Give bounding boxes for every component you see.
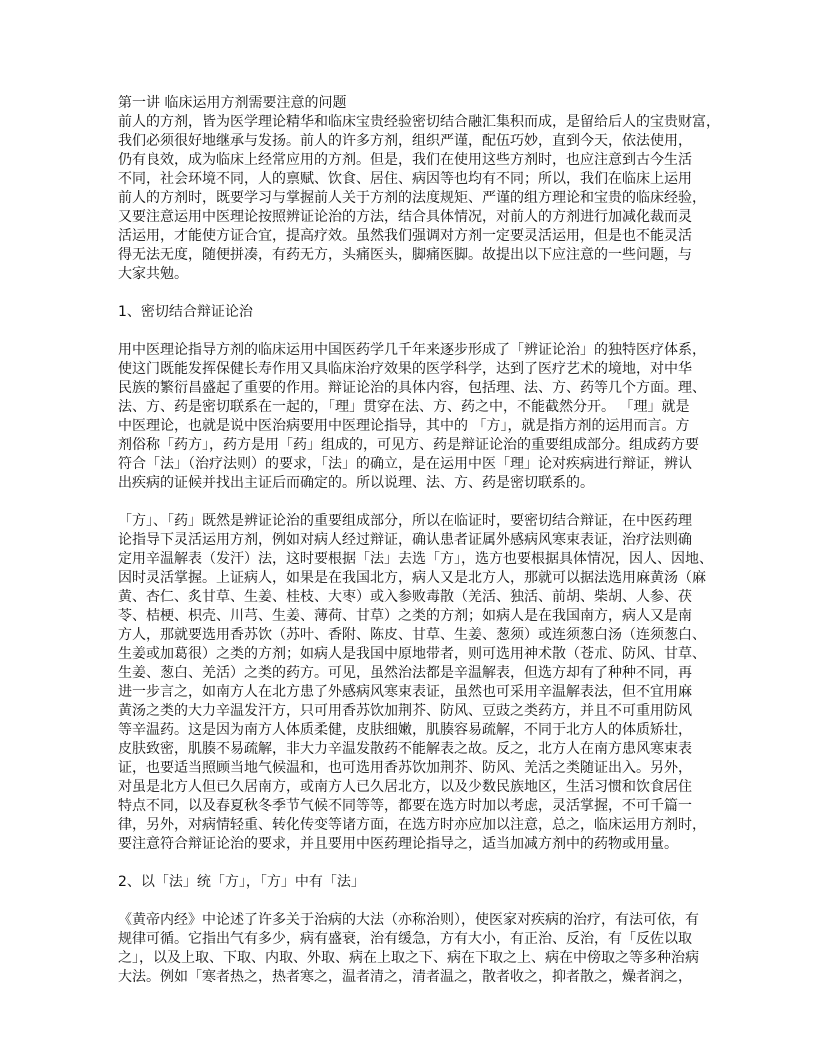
text-line: 黄汤之类的大力辛温发汗方，只可用香苏饮加荆芥、防风、豆豉之类药方，并且不可重用防风	[118, 703, 692, 719]
text-line: 仍有良效，成为临床上经常应用的方剂。但是，我们在使用这些方剂时，也应注意到古今生活	[118, 152, 692, 168]
section-1-paragraph-1	[118, 341, 718, 493]
text-line: 皮肤致密，肌腠不易疏解，非大力辛温发散药不能解表之故。反之，北方人在南方患风寒束表	[118, 741, 692, 757]
text-line: 因时灵活掌握。上证病人，如果是在我国北方，病人又是北方人，那就可以据法选用麻黄汤（麻	[118, 570, 706, 586]
text-line: 「方」、「药」既然是辨证论治的重要组成部分，所以在临证时，要密切结合辩证，在中医药理	[118, 513, 692, 529]
text-line: 中医理论，也就是说中医治病要用中医理论指导，其中的 「方」，就是指方剂的运用而言。方	[118, 418, 690, 434]
text-line: 证，也要适当照顾当地气候温和，也可选用香苏饮加荆芥、防风、羌活之类随证出入。另外，	[118, 760, 692, 776]
text-line: 之」，以及上取、下取、内取、外取、病在上取之下、病在下取之上、病在中傍取之等多种治病	[118, 950, 699, 966]
text-line: 等辛温药。这是因为南方人体质柔健，皮肤细嫩，肌腠容易疏解，不同于北方人的体质矫壮，	[118, 722, 692, 738]
section-1-paragraph-2	[118, 512, 718, 854]
text-line: 民族的繁衍昌盛起了重要的作用。辩证论治的具体内容，包括理、法、方、药等几个方面。理、	[118, 380, 706, 396]
text-line: 得无法无度，随便拼凑，有药无方，头痛医头，脚痛医脚。故提出以下应注意的一些问题，与	[118, 247, 692, 263]
text-line: 论指导下灵活运用方剂，例如对病人经过辩证，确认患者证属外感病风寒束表证，治疗法则确	[118, 532, 692, 548]
text-line: 要注意符合辩证论治的要求，并且要用中医药理论指导之，适当加减方剂中的药物或用量。	[118, 836, 678, 852]
blank-line	[118, 892, 718, 911]
text-line: 生姜、葱白、羌活）之类的药方。可见，虽然治法都是辛温解表，但选方却有了种种不同，再	[118, 665, 692, 681]
section-2-heading: 2、以「法」统「方」，「方」中有「法」	[118, 874, 365, 890]
text-line: 苓、桔梗、枳壳、川芎、生姜、薄荷、甘草）之类的方剂；如病人是在我国南方，病人又是南	[118, 608, 692, 624]
document-body	[118, 94, 718, 987]
text-line: 法、方、药是密切联系在一起的，「理」贯穿在法、方、药之中，不能截然分开。 「理」就是	[118, 399, 690, 415]
blank-line	[118, 322, 718, 341]
text-line: 前人的方剂时，既要学习与掌握前人关于方剂的法度规矩、严谨的组方理论和宝贵的临床经验，	[118, 190, 706, 206]
text-line: 出疾病的证候并找出主证后而确定的。所以说理、法、方、药是密切联系的。	[118, 475, 594, 491]
section-1-heading: 1、密切结合辩证论治	[118, 304, 253, 320]
text-line: 进一步言之，如南方人在北方患了外感病风寒束表证，虽然也可采用辛温解表法，但不宜用麻	[118, 684, 692, 700]
blank-line	[118, 493, 718, 512]
text-line: 剂俗称「药方」，药方是用「药」组成的，可见方、药是辩证论治的重要组成部分。组成药方要	[118, 437, 699, 453]
blank-line	[118, 854, 718, 873]
section-2-paragraph-1	[118, 911, 718, 987]
text-line: 活运用，才能使方证合宜，提高疗效。虽然我们强调对方剂一定要灵活运用，但是也不能灵活	[118, 228, 692, 244]
text-line: 使这门既能发挥保健长寿作用又具临床治疗效果的医学科学，达到了医疗艺术的境地，对中华	[118, 361, 692, 377]
text-line: 《黄帝内经》中论述了许多关于治病的大法（亦称治则），使医家对疾病的治疗，有法可依，有	[118, 912, 699, 928]
blank-line	[118, 284, 718, 303]
text-line: 大法。例如「寒者热之，热者寒之，温者清之，清者温之，散者收之，抑者散之，燥者润之，	[118, 969, 692, 985]
text-line: 定用辛温解表（发汗）法，这时要根据「法」去选「方」，选方也要根据具体情况，因人、因地、	[118, 551, 713, 567]
text-line: 方人，那就要选用香苏饮（苏叶、香附、陈皮、甘草、生姜、葱须）或连须葱白汤（连须葱白、	[118, 627, 706, 643]
document-title: 第一讲 临床运用方剂需要注意的问题	[118, 95, 347, 111]
intro-paragraph	[118, 113, 718, 284]
text-line: 用中医理论指导方剂的临床运用中国医药学几千年来逐步形成了「辨证论治」的独特医疗体系，	[118, 342, 706, 358]
text-line: 规律可循。它指出气有多少，病有盛衰，治有缓急，方有大小，有正治、反治，有「反佐以取	[118, 931, 692, 947]
text-line: 不同，社会环境不同，人的禀赋、饮食、居住、病因等也均有不同；所以，我们在临床上运用	[118, 171, 692, 187]
text-line: 黄、杏仁、炙甘草、生姜、桂枝、大枣）或入参败毒散（羌活、独活、前胡、柴胡、人参、茯	[118, 589, 692, 605]
text-line: 符合「法」（治疗法则）的要求，「法」的确立，是在运用中医「理」论对疾病进行辩证，辨认	[118, 456, 692, 472]
text-line: 前人的方剂，皆为医学理论精华和临床宝贵经验密切结合融汇集积而成，是留给后人的宝贵财富，	[118, 114, 720, 130]
text-line: 对虽是北方人但已久居南方，或南方人已久居北方，以及少数民族地区，生活习惯和饮食居住	[118, 779, 692, 795]
text-line: 律，另外，对病情轻重、转化传变等诸方面，在选方时亦应加以注意，总之，临床运用方剂时，	[118, 817, 706, 833]
text-line: 我们必须很好地继承与发扬。前人的许多方剂，组织严谨，配伍巧妙，直到今天，依法使用，	[118, 133, 692, 149]
text-line: 大家共勉。	[118, 266, 188, 282]
text-line: 特点不同，以及春夏秋冬季节气候不同等等，都要在选方时加以考虑，灵活掌握，不可千篇一	[118, 798, 692, 814]
text-line: 生姜或加葛很）之类的方剂；如病人是我国中原地带者，则可选用神术散（苍朮、防风、甘草、	[118, 646, 706, 662]
text-line: 又要注意运用中医理论按照辨证论治的方法，结合具体情况，对前人的方剂进行加减化裁而灵	[118, 209, 692, 225]
